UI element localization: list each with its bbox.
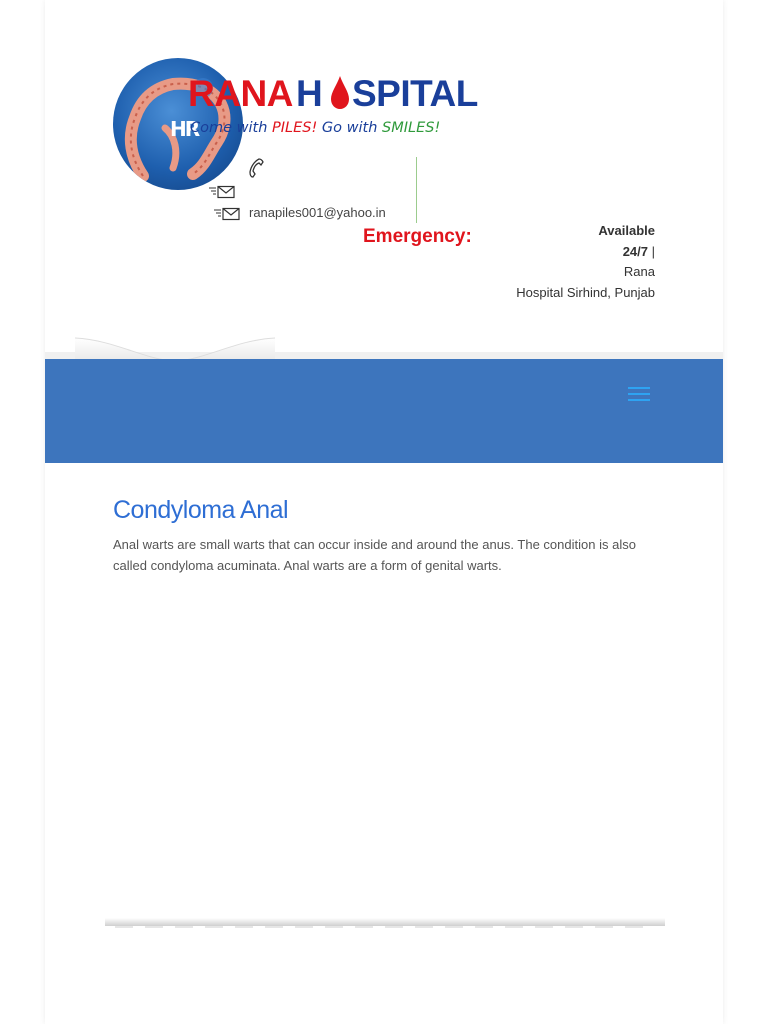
header-divider [416, 157, 417, 223]
availability-text [516, 221, 655, 304]
logo-word-h: H [296, 73, 323, 114]
logo-word-spital: SPITAL [352, 73, 478, 114]
availability-line3: Rana [623, 264, 655, 280]
availability-line1: Available [598, 223, 655, 238]
emergency-label: Emergency: [363, 226, 472, 247]
intro-paragraph: Anal warts are small warts that can occur inside and around the anus. The condition is also called condyloma acuminata. Anal warts are a form of genital warts. [113, 537, 636, 573]
logo-tagline: Come with PILES! Go with SMILES! [190, 120, 441, 136]
main-nav-bar [45, 359, 723, 463]
page-title: Condyloma Anal [113, 496, 289, 524]
section-divider [105, 916, 665, 932]
email-link[interactable]: ranapiles001@yahoo.in [249, 205, 386, 220]
logo-word-rana: RANA [188, 73, 293, 114]
logo-monogram: HR [170, 117, 199, 141]
hamburger-menu-icon[interactable] [628, 387, 650, 403]
mail-icon[interactable] [208, 185, 236, 199]
phone-icon[interactable] [246, 157, 266, 179]
mail-icon[interactable] [213, 207, 241, 221]
blood-drop-icon [329, 75, 351, 111]
availability-24-7: 24/7 [622, 243, 648, 259]
availability-line4: Hospital Sirhind, Punjab [516, 285, 655, 301]
availability-separator: | [648, 243, 655, 259]
